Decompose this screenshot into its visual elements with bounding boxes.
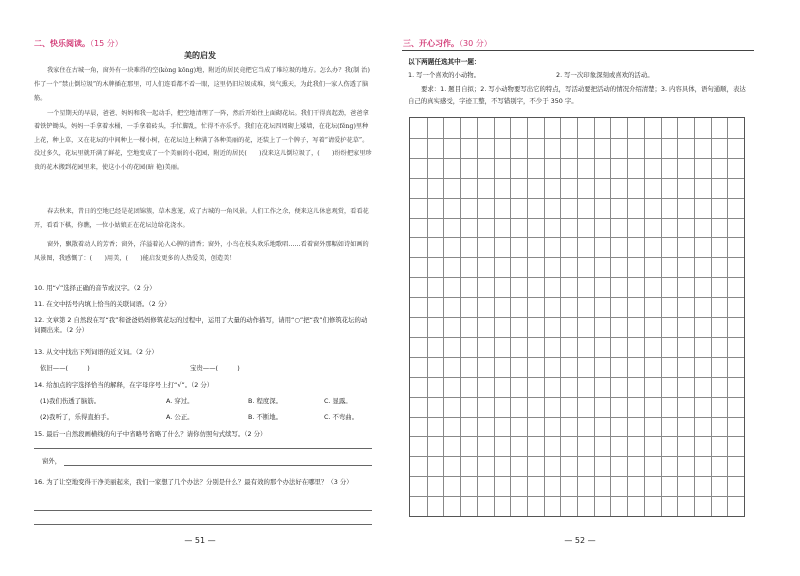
- question-12: 12. 文章第 2 自然段在写“我”和爸爸妈妈修筑花坛的过程中，运用了大量的动作描写，请用“○”把“我”们修筑花坛的动词圈出来。（2 分）: [34, 316, 368, 334]
- grid-row-line: [410, 178, 744, 179]
- grid-row-line: [410, 297, 744, 298]
- q14-row2-option-a[interactable]: A. 公正。: [166, 413, 194, 421]
- page-number-right: — 52 —: [564, 536, 596, 545]
- q13-answer-b[interactable]: 宝贵——( ): [190, 364, 240, 372]
- writing-requirements: 要求：1. 题目自拟；2. 写小动物要写出它的特点，写活动要把活动的情况介绍清楚；3. 内容具体，语句通顺，表达自己的真实感受，字迹工整，不写错别字，不少于 350 字。: [408, 85, 746, 105]
- grid-row-line: [410, 218, 744, 219]
- q15-answer-line-1[interactable]: [34, 448, 372, 449]
- grid-row-line: [410, 237, 744, 238]
- q14-row1-option-c[interactable]: C. 显露。: [324, 397, 352, 405]
- article-paragraph-3: 春去秋来，昔日的空地已经是花团锦簇，草木葱茏，成了古城的一角风景。人们工作之余，便来这儿休息观赏，看看花开，看看下棋，你瞧，一位小姑娘正在花坛边给花浇水。: [34, 208, 369, 229]
- article-paragraph-2: 一个星期天的早晨，爸爸、妈妈和我一起动手，把空地清理了一阵，然后开始往上面砌花坛。我们干得真起劲，爸爸拿着铁铲锄头，妈妈一手拿着水桶，一手拿着砖头，手忙脚乱，忙得不亦乐乎。我们在花坛四周砌上矮墙，在花坛(fěng)里种上花，种上草，又在花坛的中间种上一棵小树，在花坛边上种满了各种美丽的花，还装上了一个牌子，写着“请爱护花草”。没过多久，花坛里就开满了鲜花，空地变成了一个美丽的小花园，附近的居民( )没来这儿倒垃圾了，( )纷纷把家里珍贵的花木搬到花园里来，使这小小的花园(暗 艳)美丽。: [34, 110, 372, 171]
- question-10: 10. 用“√”选择正确的音节或汉字。（2 分）: [34, 284, 156, 292]
- question-11: 11. 在文中括号内填上恰当的关联词语。（2 分）: [34, 300, 171, 308]
- article-paragraph-4: 窗外，飘散着动人的芳香；窗外，洋溢着沁人心脾的清香；窗外，小鸟在枝头欢乐地歌唱……看着窗外那幅如诗如画的风景图，我感慨了：( )用美，( )能启发更多的人热爱美，创造美！: [34, 241, 369, 262]
- grid-row-line: [410, 138, 744, 139]
- grid-row-line: [410, 496, 744, 497]
- q14-row2-stem: (2)我听了，乐得直拍手。: [40, 413, 113, 421]
- section-title-text: 二、快乐阅读。: [34, 39, 90, 48]
- q14-row1-option-a[interactable]: A. 穿过。: [166, 397, 194, 405]
- grid-row-line: [410, 317, 744, 318]
- grid-row-line: [410, 357, 744, 358]
- writing-grid[interactable]: [409, 117, 745, 517]
- q14-row1-stem: (1)我们伤透了脑筋。: [40, 397, 101, 405]
- grid-row-line: [410, 417, 744, 418]
- grid-row-line: [410, 377, 744, 378]
- section-score: （30 分）: [459, 39, 492, 48]
- q15-prefix: 窗外，: [42, 457, 62, 465]
- grid-row-line: [410, 337, 744, 338]
- page-number-left: — 51 —: [184, 536, 216, 545]
- grid-row-line: [410, 277, 744, 278]
- prompt-divider: [402, 50, 754, 51]
- section-title-writing: [403, 38, 492, 49]
- q14-row2-option-b[interactable]: B. 不断地。: [248, 413, 283, 421]
- grid-row-line: [410, 397, 744, 398]
- grid-row-line: [410, 158, 744, 159]
- q14-row1-option-b[interactable]: B. 程度深。: [248, 397, 283, 405]
- question-15: 15. 最后一自然段画横线的句子中省略号省略了什么？请你仿照句式续写。（2 分）: [34, 430, 267, 438]
- q15-answer-line-2[interactable]: [64, 465, 372, 466]
- grid-row-line: [410, 257, 744, 258]
- topic-2: 2. 写一次印象深刻或喜欢的活动。: [556, 71, 654, 79]
- topic-1: 1. 写一个喜欢的小动物。: [408, 71, 481, 79]
- question-13: 13. 从文中找出下列词语的近义词。（2 分）: [34, 348, 158, 356]
- grid-row-line: [410, 436, 744, 437]
- grid-row-line: [410, 456, 744, 457]
- question-14: 14. 给加点的字选择恰当的解释，在字母序号上打“√”。（2 分）: [34, 381, 214, 389]
- article-title: 美的启发: [184, 51, 216, 60]
- article-paragraph-1: 我家住在古城一角，窗外有一块难得的空(kòng kōng)地，附近的居民竟把它当成了堆垃圾的地方。怎么办？我(制 治)作了一个“禁止倒垃圾”的木牌插在那里，可人们连看都不看一眼，这里仍旧垃圾成堆，臭气熏天，为此我们一家人伤透了脑筋。: [34, 67, 370, 102]
- section-title-reading: [34, 38, 123, 49]
- choose-heading: 以下两题任选其中一题：: [408, 58, 481, 66]
- q16-answer-line-2[interactable]: [34, 524, 372, 525]
- grid-row-line: [410, 476, 744, 477]
- section-title-text: 三、开心习作。: [403, 39, 459, 48]
- q16-answer-line-1[interactable]: [34, 510, 372, 511]
- grid-row-line: [410, 198, 744, 199]
- question-16: 16. 为了让空地变得干净美丽起来，我们一家想了几个办法？分别是什么？最有效的那个办法好在哪里？（3 分）: [34, 478, 353, 486]
- section-score: （15 分）: [90, 39, 123, 48]
- q13-answer-a[interactable]: 依旧——( ): [40, 364, 90, 372]
- q14-row2-option-c[interactable]: C. 不弯曲。: [324, 413, 359, 421]
